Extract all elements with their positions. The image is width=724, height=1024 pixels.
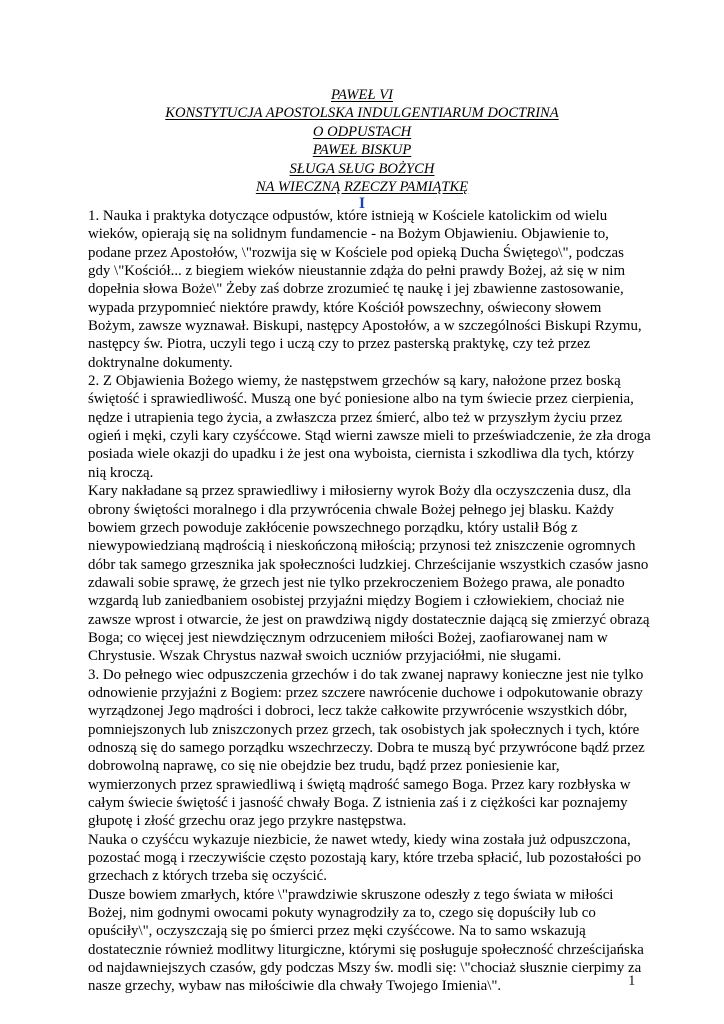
- body-line: Dusze bowiem zmarłych, które \"prawdziwie skruszone odeszły z tego świata w miłości: [88, 886, 614, 903]
- body-line: pomniejszonych lub zniszczonych przez grzech, tak osobistych jak społecznych i tych, które: [88, 721, 640, 738]
- body-line: pozostać mogą i rzeczywiście często pozostają kary, które trzeba spłacić, lub pozostałości po: [88, 850, 642, 867]
- body-line: całym świecie świętość i jasność chwały Boga. Z istnienia zaś i z ciężkości kar poznajemy: [88, 795, 628, 811]
- body-line: nasze grzechy, wybaw nas miłościwie dla chwały Twojego Imienia\".: [88, 978, 502, 995]
- body-line: wymierzonych przez sprawiedliwą i świętą mądrość samego Boga. Przez kary rozbłyska w: [88, 776, 631, 793]
- body-line: zdawali sobie sprawę, że grzech jest nie tylko przekroczeniem Bożego prawa, ale ponadto: [88, 574, 625, 591]
- body-line: dostatecznie również modlitwy liturgiczne, którymi się posługuje społeczność chrześcijańska: [88, 941, 644, 958]
- document-subtitle-line: O ODPUSTACH: [312, 123, 412, 140]
- body-line: Bożej, nim godnymi owocami pokuty wynagrodziły za to, czego się dopuściły lub co: [88, 905, 596, 922]
- body-line: głupotę i złość grzechu oraz jego przykre następstwa.: [88, 813, 407, 830]
- body-line: ogień i męki, czyli kary czyśćcowe. Stąd wierni zawsze mieli to przeświadczenie, że zła droga: [88, 428, 651, 445]
- body-line: wyrządzonej Jego mądrości i dobroci, lecz także całkowite przywrócenie wszystkich dóbr,: [88, 703, 628, 720]
- body-line: wypada przypomnieć niektóre prawdy, które Kościół powszechny, oświecony słowem: [88, 299, 602, 316]
- issuer-line: PAWEŁ BISKUP: [312, 142, 412, 159]
- body-line: Chrystusie. Wszak Chrystus nazwał swoich uczniów przyjaciółmi, nie sługami.: [88, 648, 562, 665]
- body-text: [88, 207, 651, 996]
- body-line: Nauka o czyśćcu wykazuje niezbicie, że nawet wtedy, kiedy wina została już odpuszczona,: [88, 831, 631, 848]
- body-line: bowiem grzech powoduje zakłócenie powszechnego porządku, który ustalił Bóg z: [88, 519, 578, 536]
- issuer-title-line: SŁUGA SŁUG BOŻYCH: [289, 160, 435, 177]
- body-line: odnoszą się do samego porządku wszechrzeczy. Dobra te muszą być przywrócone bądź przez: [88, 739, 645, 756]
- body-line: zawsze wprost i otwarcie, że jest on prawdziwą nigdy dostatecznie dającą się zmierzyć obrazą: [88, 611, 650, 628]
- body-line: Bożym, zawsze wyznawał. Biskupi, następcy Apostołów, a w szczególności Biskupi Rzymu,: [88, 318, 642, 335]
- body-line: 3. Do pełnego wiec odpuszczenia grzechów i do tak zwanej naprawy konieczne jest nie tylko: [88, 666, 644, 683]
- body-line: obrony świętości moralnego i dla przywrócenia chwale Bożej pełnego jej blasku. Każdy: [88, 501, 614, 518]
- page-number: 1: [628, 973, 636, 989]
- body-line: następcy św. Piotra, uczyli tego i uczą czy to przez pasterską praktykę, czy też przez: [88, 336, 591, 353]
- body-line: od najdawniejszych czasów, gdy podczas Mszy św. modli się: \"chociaż słusznie cierpimy za: [88, 960, 642, 977]
- body-line: podane przez Apostołów, \"rozwija się w Kościele pod opieką Ducha Świętego\", podczas: [88, 244, 624, 261]
- body-line: wzgardą lub zaniedbaniem osobistej przyjaźni między Bogiem i człowiekiem, chociaż nie: [88, 593, 625, 610]
- body-line: doktrynalne dokumenty.: [88, 354, 233, 371]
- body-line: dóbr tak samego grzesznika jak społeczności ludzkiej. Chrześcijanie wszystkich czasów jasno: [88, 556, 649, 573]
- body-line: nią kroczą.: [88, 464, 154, 481]
- body-line: Kary nakładane są przez sprawiedliwy i miłosierny wyrok Boży dla oczyszczenia dusz, dla: [88, 483, 631, 500]
- memorial-line: NA WIECZNĄ RZECZY PAMIĄTKĘ: [255, 179, 469, 196]
- body-line: nędze i utrapienia tego życia, a zwłaszcza przez śmierć, albo też w przyszłym życiu przez: [88, 409, 623, 426]
- body-line: odnowienie przyjaźni z Bogiem: przez szczere nawrócenie duchowe i odpokutowanie obrazy: [88, 684, 643, 701]
- body-line: opuściły\", oczyszczają się po śmierci przez męki czyśćcowe. Na to samo wskazują: [88, 923, 586, 940]
- body-line: świętość i sprawiedliwość. Muszą one być poniesione albo na tym świecie przez cierpienia,: [88, 391, 634, 408]
- document-header: [88, 86, 636, 212]
- body-line: dobrowolną naprawę, co się nie obejdzie bez trudu, bądź przez poniesienie kar,: [88, 758, 560, 775]
- body-line: wieków, opierają się na solidnym fundamencie - na Bożym Objawieniu. Objawienie to,: [88, 226, 609, 243]
- body-line: dopełnia słowa Boże\" Żeby zaś dobrze zrozumieć tę naukę i jej zbawienne zastosowanie,: [88, 281, 624, 298]
- author-line: PAWEŁ VI: [330, 87, 393, 103]
- body-line: 1. Nauka i praktyka dotyczące odpustów, które istnieją w Kościele katolickim od wielu: [88, 208, 608, 224]
- body-line: niewypowiedzianą mądrością i nieskończoną miłością; przynosi też zniszczenie ogromnych: [88, 538, 636, 555]
- body-line: grzechach z których trzeba się oczyścić.: [88, 868, 327, 885]
- body-line: Boga; co więcej jest niewdzięcznym odrzuceniem miłości Bożej, zaofiarowanej nam w: [88, 629, 608, 646]
- body-line: posiada wiele okazji do upadku i że jest ona wyboista, ciernista i szkodliwa dla tych, którzy: [88, 446, 635, 463]
- document-title-line: KONSTYTUCJA APOSTOLSKA INDULGENTIARUM DOCTRINA: [165, 105, 559, 122]
- body-line: gdy \"Kościół... z biegiem wieków nieustannie zdąża do pełni prawdy Bożej, aż się w nim: [88, 263, 626, 280]
- section-number: I: [358, 195, 366, 213]
- body-line: 2. Z Objawienia Bożego wiemy, że następstwem grzechów są kary, nałożone przez boską: [88, 373, 621, 390]
